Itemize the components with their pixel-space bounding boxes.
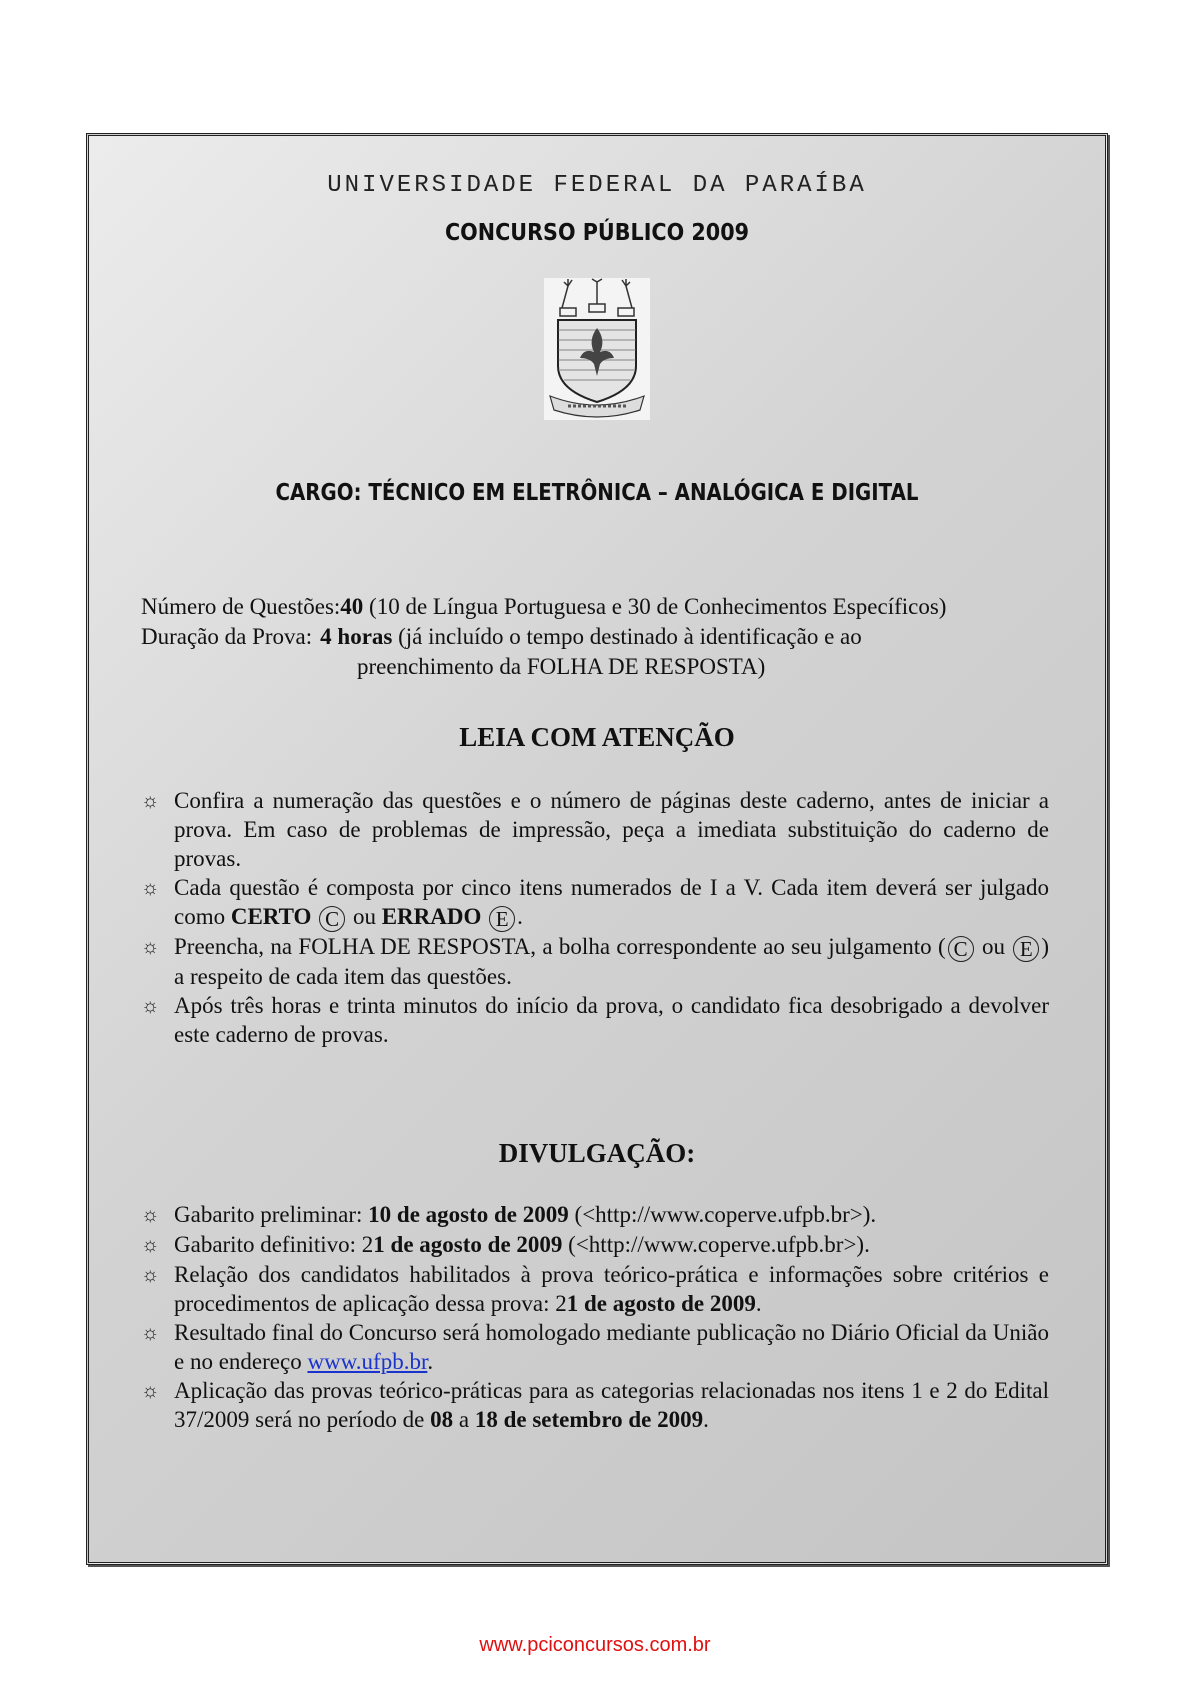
university-name: UNIVERSIDADE FEDERAL DA PARAÍBA	[327, 172, 867, 199]
exam-info	[141, 592, 1045, 682]
attention-item-3: Preencha, na FOLHA DE RESPOSTA, a bolha correspondente ao seu julgamento ( C ou E ) a respeito de cada item das questões.	[174, 934, 1049, 989]
divulgacao-item-5: Aplicação das provas teórico-práticas para as categorias relacionadas nos itens 1 e 2 do Edital 37/2009 será no período de 08 a 18 de setembro de 2009.	[174, 1378, 1049, 1432]
divulgacao-item-4: Resultado final do Concurso será homologado mediante publicação no Diário Oficial da União e no endereço www.ufpb.br.	[174, 1320, 1049, 1374]
position-title: CARGO: TÉCNICO EM ELETRÔNICA – ANALÓGICA E DIGITAL	[275, 480, 919, 506]
divulgacao-item-3: Relação dos candidatos habilitados à prova teórico-prática e informações sobre critérios e procedimentos de aplicação dessa prova: 21 de agosto de 2009.	[174, 1262, 1049, 1316]
questions-label: Número de Questões:	[141, 594, 341, 619]
questions-count: 40	[340, 594, 364, 619]
list-item	[141, 1376, 1049, 1434]
sun-icon: ☼	[141, 877, 160, 899]
divulgacao-list	[141, 1200, 1049, 1434]
list-item	[141, 991, 1049, 1049]
errado-label: ERRADO	[381, 904, 482, 929]
attention-item-2: Cada questão é composta por cinco itens numerados de I a V. Cada item deverá ser julgado como CERTO C ou ERRADO E .	[174, 875, 1049, 931]
sun-icon: ☼	[141, 1234, 160, 1256]
circle-e-symbol: E	[489, 906, 515, 932]
duration-value: 4 horas	[320, 624, 393, 649]
sun-icon: ☼	[141, 790, 160, 812]
university-crest-icon	[544, 278, 650, 420]
list-item	[141, 786, 1049, 873]
list-item	[141, 1200, 1049, 1230]
duration-detail-cont: preenchimento da FOLHA DE RESPOSTA)	[357, 654, 766, 679]
contest-title: CONCURSO PÚBLICO 2009	[444, 220, 750, 246]
questions-detail: (10 de Língua Portuguesa e 30 de Conhecimentos Específicos)	[363, 594, 947, 619]
list-item	[141, 1318, 1049, 1376]
attention-item-1: Confira a numeração das questões e o número de páginas deste caderno, antes de iniciar a prova. Em caso de problemas de impressão, peça a imediata substituição do caderno de provas.	[174, 788, 1049, 871]
footer-url[interactable]: www.pciconcursos.com.br	[479, 1634, 711, 1656]
ufpb-link[interactable]: www.ufpb.br	[307, 1349, 428, 1374]
attention-list	[141, 786, 1049, 1049]
divulgacao-heading: DIVULGAÇÃO:	[498, 1138, 696, 1168]
sun-icon: ☼	[141, 1204, 160, 1226]
duration-detail: (já incluído o tempo destinado à identificação e ao	[392, 624, 862, 649]
cover-frame	[86, 133, 1108, 1565]
certo-label: CERTO	[230, 904, 312, 929]
sun-icon: ☼	[141, 995, 160, 1017]
duration-label: Duração da Prova:	[141, 624, 313, 649]
sun-icon: ☼	[141, 936, 160, 958]
divulgacao-item-2: Gabarito definitivo: 21 de agosto de 2009 (<http://www.coperve.ufpb.br>).	[174, 1232, 870, 1257]
list-item	[141, 1260, 1049, 1318]
list-item	[141, 873, 1049, 932]
sun-icon: ☼	[141, 1322, 160, 1344]
circle-c-symbol: C	[948, 936, 974, 962]
divulgacao-item-1: Gabarito preliminar: 10 de agosto de 2009 (<http://www.coperve.ufpb.br>).	[174, 1202, 877, 1227]
sun-icon: ☼	[141, 1264, 160, 1286]
list-item	[141, 1230, 1049, 1260]
sun-icon: ☼	[141, 1380, 160, 1402]
list-item	[141, 932, 1049, 991]
circle-e-symbol: E	[1013, 936, 1039, 962]
circle-c-symbol: C	[319, 906, 345, 932]
attention-heading: LEIA COM ATENÇÃO	[459, 722, 735, 752]
attention-item-4: Após três horas e trinta minutos do início da prova, o candidato fica desobrigado a devolver este caderno de provas.	[174, 993, 1049, 1047]
